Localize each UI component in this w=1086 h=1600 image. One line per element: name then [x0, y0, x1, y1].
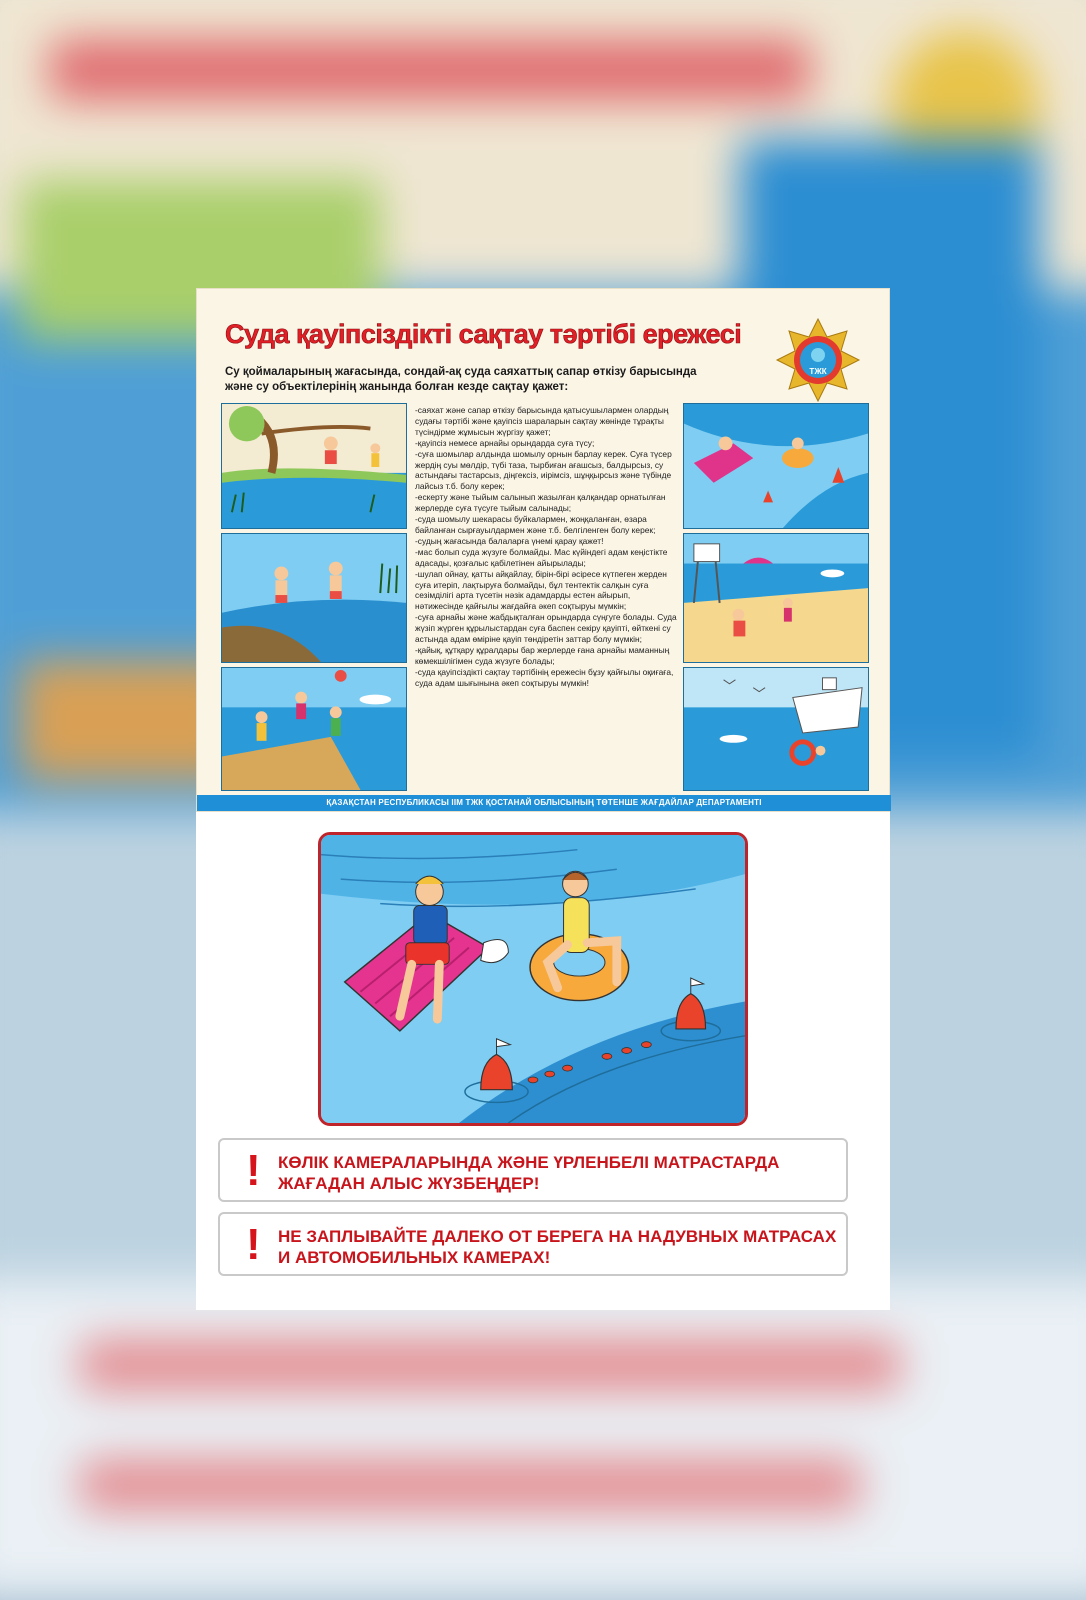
- scene-pushing-in-water: [221, 533, 407, 663]
- rule-item: -шулап ойнау, қатты айқайлау, бірін-бірі әсіресе күтпеген жерден суға итеріп, лақтыруға болмайды, бұл тентектік салқын суға сезімділігі арта түсетін нәзік адамдарды естен айырып, нәтижесінде қайғылы жағдайға әкеп соқтыруы мүмкін;: [415, 568, 667, 612]
- warning-text: КӨЛІК КАМЕРАЛАРЫНДА ЖӘНЕ ҮРЛЕНБЕЛІ МАТРАСТАРДА ЖАҒАДАН АЛЫС ЖҮЗБЕҢДЕР!: [278, 1153, 780, 1193]
- rule-item: -суға арнайы және жабдықталған орындарда сүңгуге болады. Суда жүзіп жүрген құрылыстардан суға баспен секіру қауіпті, өйткені су астында адам өміріне қауіп төндіретін заттар болу мүмкін;: [415, 612, 677, 645]
- rule-item: -суда қауіпсіздікті сақтау тәртібінің ережесін бұзу қайғылы оқиғаға, суда адам шығынына әкеп соқтыруы мүмкін!: [415, 666, 674, 688]
- rule-item: -қауіпсіз немесе арнайы орындарда суға түсу;: [415, 437, 595, 448]
- rule-item: -ескерту және тыйым салынып жазылған қалқандар орнатылған жерлерде суға түсуге тыйым салынады;: [415, 492, 666, 514]
- warning-box-russian: [218, 1212, 848, 1276]
- scene-beach-lifeguard: [683, 533, 869, 663]
- rule-item: -суда шомылу шекарасы буйкалармен, жоңқаланған, өзара байланған сырғауылдармен және т.б. белгіленген болу керек;: [415, 514, 656, 535]
- scene-mattress-buoys: [683, 403, 869, 529]
- scene-ship-rescue: [683, 667, 869, 791]
- poster-title: Суда қауіпсіздікті сақтау тәртібі ережесі: [225, 319, 742, 349]
- rule-item: -мас болып суда жүзуге болмайды. Мас күйіндегі адам кеңістікте адасады, қозғалыс қабілетінен айырылады;: [415, 546, 668, 568]
- scene-tree-jumping: [221, 403, 407, 529]
- scene-ball-on-pier: [221, 667, 407, 791]
- warning-box-kazakh: [218, 1138, 848, 1202]
- exclamation-icon: !: [246, 1220, 261, 1269]
- rules-text: [415, 405, 677, 689]
- warning-text: НЕ ЗАПЛЫВАЙТЕ ДАЛЕКО ОТ БЕРЕГА НА НАДУВНЫХ МАТРАСАХ И АВТОМОБИЛЬНЫХ КАМЕРАХ!: [278, 1227, 837, 1267]
- poster-footer: ҚАЗАҚСТАН РЕСПУБЛИКАСЫ ІІМ ТЖК ҚОСТАНАЙ ОБЛЫСЫНЫҢ ТӨТЕНШЕ ЖАҒДАЙЛАР ДЕПАРТАМЕНТІ: [197, 795, 891, 811]
- emblem-label: ТЖК: [809, 367, 827, 376]
- poster-intro: Су қоймаларының жағасында, сондай-ақ суда саяхаттық сапар өткізу барысында және су объектілерінің жанында болған кезде сақтау қажет:: [225, 366, 697, 393]
- mattress-float-illustration: [318, 832, 748, 1126]
- rule-item: -судың жағасында балаларға үнемі қарау қажет!: [415, 535, 604, 546]
- safety-poster: [196, 288, 890, 812]
- rule-item: -қайық, құтқару құралдары бар жерлерде ғана арнайы маманның көмекшілігімен суда жүзуге болады;: [415, 644, 670, 666]
- rule-item: -саяхат және сапар өткізу барысында қатысушылармен олардың судағы тәртібі және қауіпсіз шараларын сақтау жөнінде тұрақты түсіндірме жұмысын жүргізу қажет;: [415, 405, 669, 437]
- exclamation-icon: !: [246, 1146, 261, 1195]
- rule-item: -суға шомылар алдында шомылу орнын барлау керек. Суға түсер жердің суы мөлдір, түбі таза, тырбиған ағашсыз, балдырсыз, су астындағы тастарсыз, діңгексіз, иірімсіз, шұңқырсыз және түбінде лайсыз т.б. болу керек;: [415, 448, 672, 492]
- emergency-emblem-icon: [775, 317, 861, 403]
- image-card: [196, 288, 890, 1310]
